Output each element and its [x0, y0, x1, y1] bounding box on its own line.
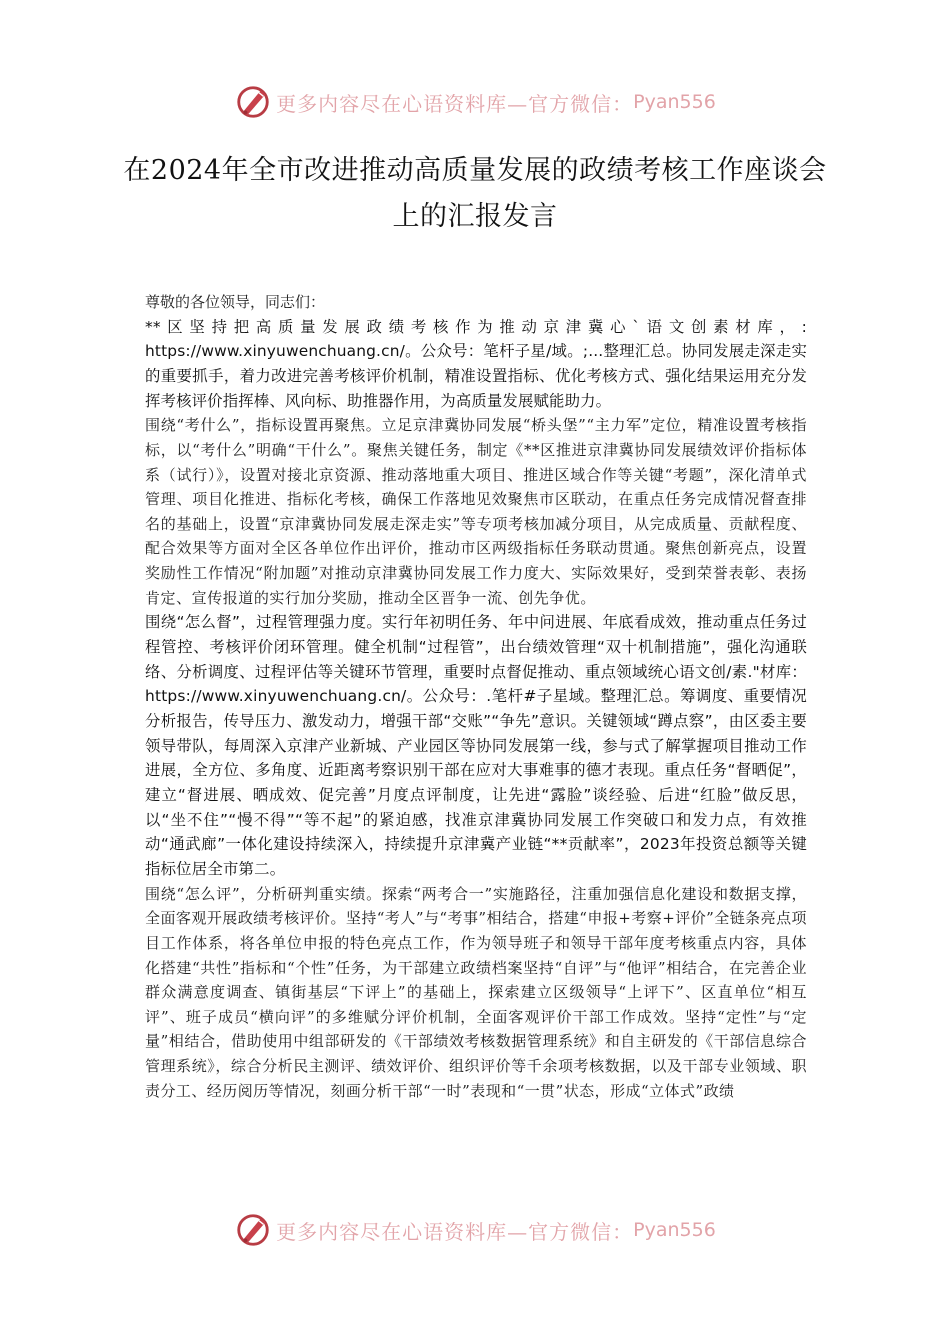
- bottom-watermark-banner: [0, 1210, 950, 1250]
- body-paragraph: 围绕“怎么督”，过程管理强力度。实行年初明任务、年中问进展、年底看成效，推动重点任务过程管控、考核评价闭环管理。健全机制“过程管”，出台绩效管理“双十机制措施”，强化沟通联络、分析调度、过程评估等关键环节管理，重要时点督促推动、重点领域统心语文创/素."材库：https://www.xinyuwenchuang.cn/。公众号：.笔杆#子星域。整理汇总。筹调度、重要情况分析报告，传导压力、激发动力，增强干部“交账”“争先”意识。关键领域“蹲点察”，由区委主要领导带队，每周深入京津产业新城、产业园区等协同发展第一线，参与式了解掌握项目推动工作进展，全方位、多角度、近距离考察识别干部在应对大事难事的德才表现。重点任务“督晒促”，建立“督进展、晒成效、促完善”月度点评制度，让先进“露脸”谈经验、后进“红脸”做反思，以“坐不住”“慢不得”“等不起”的紧迫感，找准京津冀协同发展工作突破口和发力点，有效推动“通武廊”一体化建设持续深入，持续提升京津冀产业链“**贡献率”，2023年投资总额等关键指标位居全市第二。: [145, 613, 807, 879]
- watermark-wechat-id: Pyan556: [633, 91, 716, 113]
- top-watermark-banner: [0, 82, 950, 122]
- body-paragraph: 围绕“怎么评”，分析研判重实绩。探索“两考合一”实施路径，注重加强信息化建设和数据支撑，全面客观开展政绩考核评价。坚持“考人”与“考事”相结合，搭建“申报+考察+评价”全链条亮点项目工作体系，将各单位申报的特色亮点工作，作为领导班子和领导干部年度考核重点内容，具体化搭建“共性”指标和“个性”任务，为干部建立政绩档案坚持“自评”与“他评”相结合，在完善企业群众满意度调查、镇街基层“下评上”的基础上，探索建立区级领导“上评下”、区直单位“相互评”、班子成员“横向评”的多维赋分评价机制，全面客观评价干部工作成效。坚持“定性”与“定量”相结合，借助使用中组部研发的《干部绩效考核数据管理系统》和自主研发的《干部信息综合管理系统》，综合分析民主测评、绩效评价、组织评价等千余项考核数据，以及干部专业领域、职责分工、经历阅历等情况，刻画分析干部“一时”表现和“一贯”状态，形成“立体式”政绩: [145, 884, 807, 1100]
- watermark-wechat-id: Pyan556: [633, 1219, 716, 1241]
- greeting: 尊敬的各位领导，同志们：: [145, 293, 326, 311]
- pen-nib-logo-icon: [234, 83, 272, 121]
- pen-nib-logo-icon: [234, 1211, 272, 1249]
- body-paragraph: **区坚持把高质量发展政绩考核作为推动京津冀心`语文创素材库，: https://www.xinyuwenchuang.cn/。公众号：笔杆子星/域。;...整理汇总。协同发展走深走实的重要抓手，着力改进完善考核评价机制，精准设置指标、优化考核方式、强化结果运用充分发挥考核评价指挥棒、风向标、助推器作用，为高质量发展赋能助力。: [145, 317, 807, 410]
- document-title: 在2024年全市改进推动高质量发展的政绩考核工作座谈会上的汇报发言: [123, 155, 827, 232]
- watermark-text: 更多内容尽在心语资料库—官方微信：: [276, 91, 634, 116]
- watermark-text: 更多内容尽在心语资料库—官方微信：: [276, 1219, 634, 1244]
- body-paragraph: 围绕“考什么”，指标设置再聚焦。立足京津冀协同发展“桥头堡”“主力军”定位，精准设置考核指标，以“考什么”明确“干什么”。聚焦关键任务，制定《**区推进京津冀协同发展绩效评价指标体系（试行）》，设置对接北京资源、推动落地重大项目、推进区域合作等关键“考题”，深化清单式管理、项目化推进、指标化考核，确保工作落地见效聚焦市区联动，在重点任务完成情况督查排名的基础上，设置“京津冀协同发展走深走实”等专项考核加减分项目，从完成质量、贡献程度、配合效果等方面对全区各单位作出评价，推动市区两级指标任务联动贯通。聚焦创新亮点，设置奖励性工作情况“附加题”对推动京津冀协同发展工作力度大、实际效果好，受到荣誉表彰、表扬肯定、宣传报道的实行加分奖励，推动全区晋争一流、创先争优。: [145, 416, 807, 607]
- document-body: [145, 290, 807, 1103]
